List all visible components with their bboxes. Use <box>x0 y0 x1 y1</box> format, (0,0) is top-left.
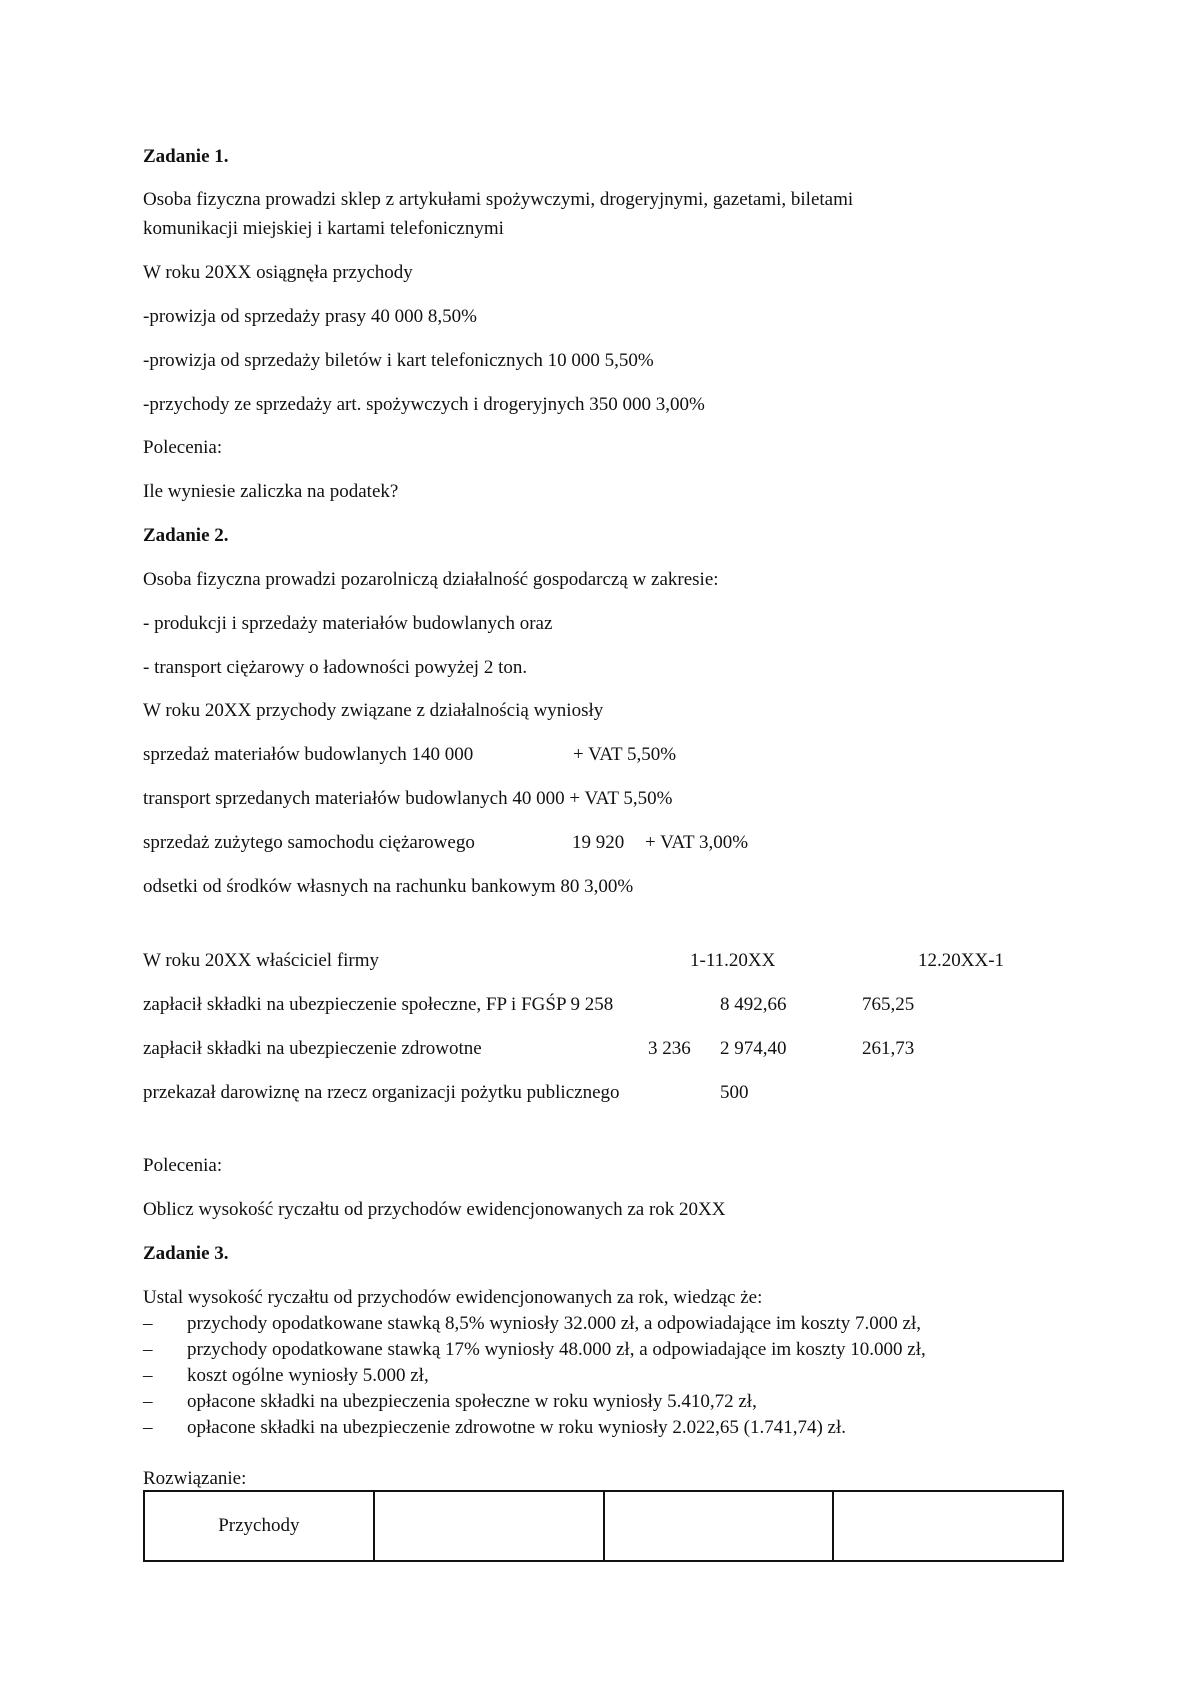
task2-rev3-label: sprzedaż zużytego samochodu ciężarowego <box>143 832 475 853</box>
task2-donation-label: przekazał darowiznę na rzecz organizacji pożytku publicznego <box>143 1082 620 1103</box>
task2-rev3-vat: + VAT 3,00% <box>645 832 749 853</box>
task1-year-line: W roku 20XX osiągnęła przychody <box>143 262 413 283</box>
task3-solution-label: Rozwiązanie: <box>143 1468 247 1489</box>
task2-donation-value: 500 <box>720 1082 749 1103</box>
task3-bullet-item: opłacone składki na ubezpieczenia społeczne w roku wyniosły 5.410,72 zł, <box>187 1391 757 1412</box>
table-cell-empty <box>374 1491 604 1561</box>
task1-desc-line1: Osoba fizyczna prowadzi sklep z artykułami spożywczymi, drogeryjnymi, gazetami, biletami <box>143 189 854 210</box>
task2-rev1-vat: + VAT 5,50% <box>573 744 677 765</box>
task2-paid2-v1: 2 974,40 <box>720 1038 787 1059</box>
task3-bullet-dash: – <box>143 1313 153 1334</box>
task2-command: Oblicz wysokość ryczałtu od przychodów ewidencjonowanych za rok 20XX <box>143 1199 726 1220</box>
task2-scope1: - produkcji i sprzedaży materiałów budowlanych oraz <box>143 613 553 634</box>
table-cell-revenue: Przychody <box>144 1491 374 1561</box>
task2-title: Zadanie 2. <box>143 525 229 546</box>
task2-rev3-amount: 19 920 <box>572 832 625 853</box>
task2-revenue-intro: W roku 20XX przychody związane z działalnością wyniosły <box>143 700 604 721</box>
task2-col-1-11: 1-11.20XX <box>690 950 776 971</box>
task2-rev1-label: sprzedaż materiałów budowlanych 140 000 <box>143 744 474 765</box>
task2-scope2: - transport ciężarowy o ładowności powyżej 2 ton. <box>143 657 528 678</box>
task3-bullet-item: koszt ogólne wyniosły 5.000 zł, <box>187 1365 429 1386</box>
task1-question: Ile wyniesie zaliczka na podatek? <box>143 481 399 502</box>
task2-paid2-v2: 261,73 <box>862 1038 915 1059</box>
table-cell-empty <box>604 1491 834 1561</box>
task3-bullet-dash: – <box>143 1391 153 1412</box>
task3-bullet-dash: – <box>143 1339 153 1360</box>
task2-commands-label: Polecenia: <box>143 1155 223 1176</box>
task2-paid2-total: 3 236 <box>648 1038 691 1059</box>
task3-bullet-item: przychody opodatkowane stawką 17% wyniosły 48.000 zł, a odpowiadające im koszty 10.000 zł, <box>187 1339 926 1360</box>
solution-table <box>143 1490 1064 1562</box>
table-row <box>144 1491 1063 1561</box>
task3-bullet-item: opłacone składki na ubezpieczenie zdrowotne w roku wyniosły 2.022,65 (1.741,74) zł. <box>187 1417 847 1438</box>
table-cell-empty <box>833 1491 1063 1561</box>
task2-rev2: transport sprzedanych materiałów budowlanych 40 000 + VAT 5,50% <box>143 788 673 809</box>
task2-rev4: odsetki od środków własnych na rachunku bankowym 80 3,00% <box>143 876 634 897</box>
task3-bullet-dash: – <box>143 1365 153 1386</box>
task2-paid1-v2: 765,25 <box>862 994 915 1015</box>
task3-bullet-dash: – <box>143 1417 153 1438</box>
task3-bullet-item: przychody opodatkowane stawką 8,5% wyniosły 32.000 zł, a odpowiadające im koszty 7.000 zł, <box>187 1313 921 1334</box>
task1-item3: -przychody ze sprzedaży art. spożywczych i drogeryjnych 350 000 3,00% <box>143 394 705 415</box>
task2-owner-line: W roku 20XX właściciel firmy <box>143 950 380 971</box>
task1-item2: -prowizja od sprzedaży biletów i kart telefonicznych 10 000 5,50% <box>143 350 654 371</box>
task2-paid1-label: zapłacił składki na ubezpieczenie społeczne, FP i FGŚP 9 258 <box>143 994 614 1015</box>
task2-paid2-label: zapłacił składki na ubezpieczenie zdrowotne <box>143 1038 482 1059</box>
task3-intro: Ustal wysokość ryczałtu od przychodów ewidencjonowanych za rok, wiedząc że: <box>143 1287 763 1308</box>
task1-item1: -prowizja od sprzedaży prasy 40 000 8,50% <box>143 306 477 327</box>
task1-commands-label: Polecenia: <box>143 437 223 458</box>
task2-col-12: 12.20XX-1 <box>918 950 1005 971</box>
task2-paid1-v1: 8 492,66 <box>720 994 787 1015</box>
task1-title: Zadanie 1. <box>143 146 229 167</box>
task2-intro: Osoba fizyczna prowadzi pozarolniczą działalność gospodarczą w zakresie: <box>143 569 719 590</box>
task3-title: Zadanie 3. <box>143 1243 229 1264</box>
task1-desc-line2: komunikacji miejskiej i kartami telefonicznymi <box>143 218 504 239</box>
